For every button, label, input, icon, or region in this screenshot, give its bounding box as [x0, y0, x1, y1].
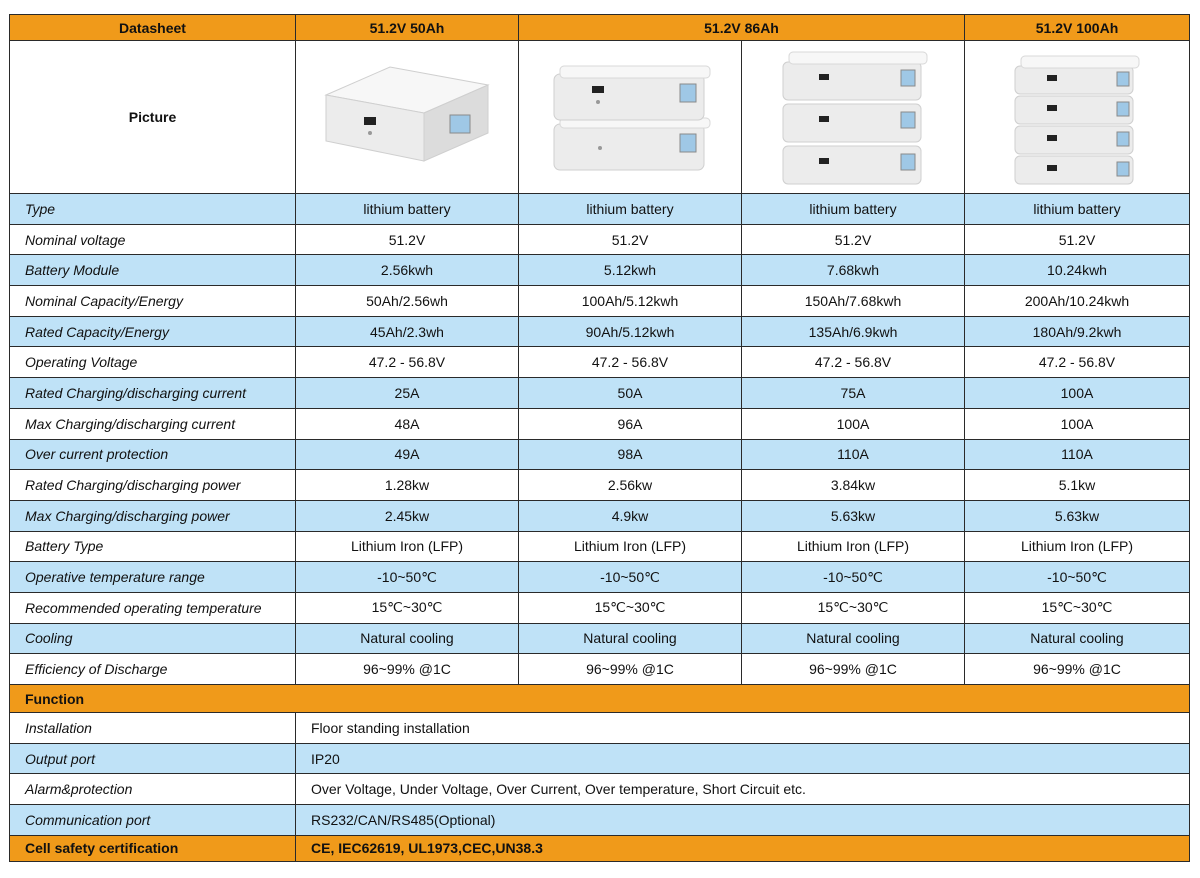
function-section-header: [10, 685, 1190, 713]
spec-value: 5.12kwh: [519, 255, 742, 286]
spec-label: Efficiency of Discharge: [10, 654, 296, 685]
battery-module-1-icon: [296, 41, 519, 194]
spec-value: 98A: [519, 439, 742, 470]
spec-value: Lithium Iron (LFP): [742, 531, 965, 562]
certification-row: [10, 835, 1190, 861]
function-row-installation: [10, 713, 1190, 744]
function-label: Communication port: [10, 805, 296, 836]
spec-value: 50Ah/2.56wh: [296, 286, 519, 317]
spec-value: -10~50℃: [296, 562, 519, 593]
spec-value: lithium battery: [965, 194, 1190, 225]
spec-value: 110A: [965, 439, 1190, 470]
spec-value: -10~50℃: [965, 562, 1190, 593]
header-row: [10, 15, 1190, 41]
spec-label: Battery Module: [10, 255, 296, 286]
spec-value: 96~99% @1C: [742, 654, 965, 685]
spec-value: 10.24kwh: [965, 255, 1190, 286]
spec-value: 2.56kw: [519, 470, 742, 501]
spec-value: 4.9kw: [519, 500, 742, 531]
spec-value: 5.63kw: [742, 500, 965, 531]
spec-label: Nominal voltage: [10, 224, 296, 255]
spec-row-battery-module: [10, 255, 1190, 286]
spec-value: 15℃~30℃: [296, 592, 519, 623]
spec-value: 50A: [519, 378, 742, 409]
spec-label: Max Charging/discharging current: [10, 408, 296, 439]
battery-module-2-stack-icon: [519, 41, 742, 194]
spec-value: 15℃~30℃: [742, 592, 965, 623]
spec-value: -10~50℃: [742, 562, 965, 593]
spec-row-rated-current: [10, 378, 1190, 409]
spec-value: Lithium Iron (LFP): [519, 531, 742, 562]
spec-row-over-current-protection: [10, 439, 1190, 470]
spec-value: lithium battery: [296, 194, 519, 225]
spec-label: Type: [10, 194, 296, 225]
function-section-title: Function: [10, 685, 1190, 713]
spec-value: Natural cooling: [296, 623, 519, 654]
datasheet-table: [9, 14, 1190, 862]
spec-value: 96~99% @1C: [965, 654, 1190, 685]
spec-value: 51.2V: [519, 224, 742, 255]
spec-value: 110A: [742, 439, 965, 470]
spec-value: 96~99% @1C: [519, 654, 742, 685]
spec-value: 90Ah/5.12kwh: [519, 316, 742, 347]
function-value: Over Voltage, Under Voltage, Over Current, Over temperature, Short Circuit etc.: [296, 774, 1190, 805]
spec-value: 200Ah/10.24kwh: [965, 286, 1190, 317]
spec-value: 47.2 - 56.8V: [965, 347, 1190, 378]
function-value: Floor standing installation: [296, 713, 1190, 744]
function-row-output-port: [10, 743, 1190, 774]
spec-value: -10~50℃: [519, 562, 742, 593]
spec-value: 7.68kwh: [742, 255, 965, 286]
spec-value: Natural cooling: [742, 623, 965, 654]
spec-row-operative-temperature: [10, 562, 1190, 593]
spec-row-operating-voltage: [10, 347, 1190, 378]
spec-value: 100A: [742, 408, 965, 439]
spec-label: Rated Charging/discharging current: [10, 378, 296, 409]
spec-row-max-power: [10, 500, 1190, 531]
header-model-50ah: 51.2V 50Ah: [296, 15, 519, 41]
spec-value: 48A: [296, 408, 519, 439]
spec-row-type: [10, 194, 1190, 225]
spec-value: 100A: [965, 408, 1190, 439]
function-label: Output port: [10, 743, 296, 774]
spec-row-nominal-voltage: [10, 224, 1190, 255]
function-value: RS232/CAN/RS485(Optional): [296, 805, 1190, 836]
spec-row-recommended-temperature: [10, 592, 1190, 623]
spec-value: 100A: [965, 378, 1190, 409]
function-label: Installation: [10, 713, 296, 744]
spec-value: Natural cooling: [965, 623, 1190, 654]
spec-row-battery-type: [10, 531, 1190, 562]
battery-module-4-stack-icon: [965, 41, 1190, 194]
spec-label: Over current protection: [10, 439, 296, 470]
spec-value: lithium battery: [519, 194, 742, 225]
header-label: Datasheet: [10, 15, 296, 41]
header-model-86ah: 51.2V 86Ah: [519, 15, 965, 41]
spec-value: 96A: [519, 408, 742, 439]
function-row-communication-port: [10, 805, 1190, 836]
spec-row-efficiency: [10, 654, 1190, 685]
spec-value: 51.2V: [296, 224, 519, 255]
spec-label: Operating Voltage: [10, 347, 296, 378]
spec-value: 49A: [296, 439, 519, 470]
spec-value: 45Ah/2.3wh: [296, 316, 519, 347]
spec-value: 47.2 - 56.8V: [296, 347, 519, 378]
spec-row-rated-capacity: [10, 316, 1190, 347]
spec-label: Operative temperature range: [10, 562, 296, 593]
function-row-alarm-protection: [10, 774, 1190, 805]
battery-module-3-stack-icon: [742, 41, 965, 194]
spec-value: 135Ah/6.9kwh: [742, 316, 965, 347]
spec-value: 51.2V: [965, 224, 1190, 255]
spec-value: 47.2 - 56.8V: [742, 347, 965, 378]
spec-value: 3.84kw: [742, 470, 965, 501]
spec-value: 5.1kw: [965, 470, 1190, 501]
header-model-100ah: 51.2V 100Ah: [965, 15, 1190, 41]
spec-value: 51.2V: [742, 224, 965, 255]
spec-value: 75A: [742, 378, 965, 409]
spec-value: 25A: [296, 378, 519, 409]
spec-value: 180Ah/9.2kwh: [965, 316, 1190, 347]
spec-label: Recommended operating temperature: [10, 592, 296, 623]
spec-value: Lithium Iron (LFP): [965, 531, 1190, 562]
spec-label: Rated Charging/discharging power: [10, 470, 296, 501]
spec-row-cooling: [10, 623, 1190, 654]
spec-value: 5.63kw: [965, 500, 1190, 531]
spec-value: 1.28kw: [296, 470, 519, 501]
spec-value: 96~99% @1C: [296, 654, 519, 685]
spec-row-rated-power: [10, 470, 1190, 501]
spec-value: 100Ah/5.12kwh: [519, 286, 742, 317]
certification-label: Cell safety certification: [10, 835, 296, 861]
spec-value: 15℃~30℃: [965, 592, 1190, 623]
function-label: Alarm&protection: [10, 774, 296, 805]
spec-value: 2.56kwh: [296, 255, 519, 286]
spec-label: Rated Capacity/Energy: [10, 316, 296, 347]
spec-label: Battery Type: [10, 531, 296, 562]
spec-value: 47.2 - 56.8V: [519, 347, 742, 378]
spec-label: Cooling: [10, 623, 296, 654]
spec-value: 15℃~30℃: [519, 592, 742, 623]
picture-label: Picture: [10, 41, 296, 194]
spec-row-nominal-capacity: [10, 286, 1190, 317]
picture-row: [10, 41, 1190, 194]
function-value: IP20: [296, 743, 1190, 774]
spec-value: 150Ah/7.68kwh: [742, 286, 965, 317]
certification-value: CE, IEC62619, UL1973,CEC,UN38.3: [296, 835, 1190, 861]
spec-value: lithium battery: [742, 194, 965, 225]
spec-value: Natural cooling: [519, 623, 742, 654]
spec-row-max-current: [10, 408, 1190, 439]
spec-value: 2.45kw: [296, 500, 519, 531]
spec-label: Max Charging/discharging power: [10, 500, 296, 531]
spec-label: Nominal Capacity/Energy: [10, 286, 296, 317]
spec-value: Lithium Iron (LFP): [296, 531, 519, 562]
